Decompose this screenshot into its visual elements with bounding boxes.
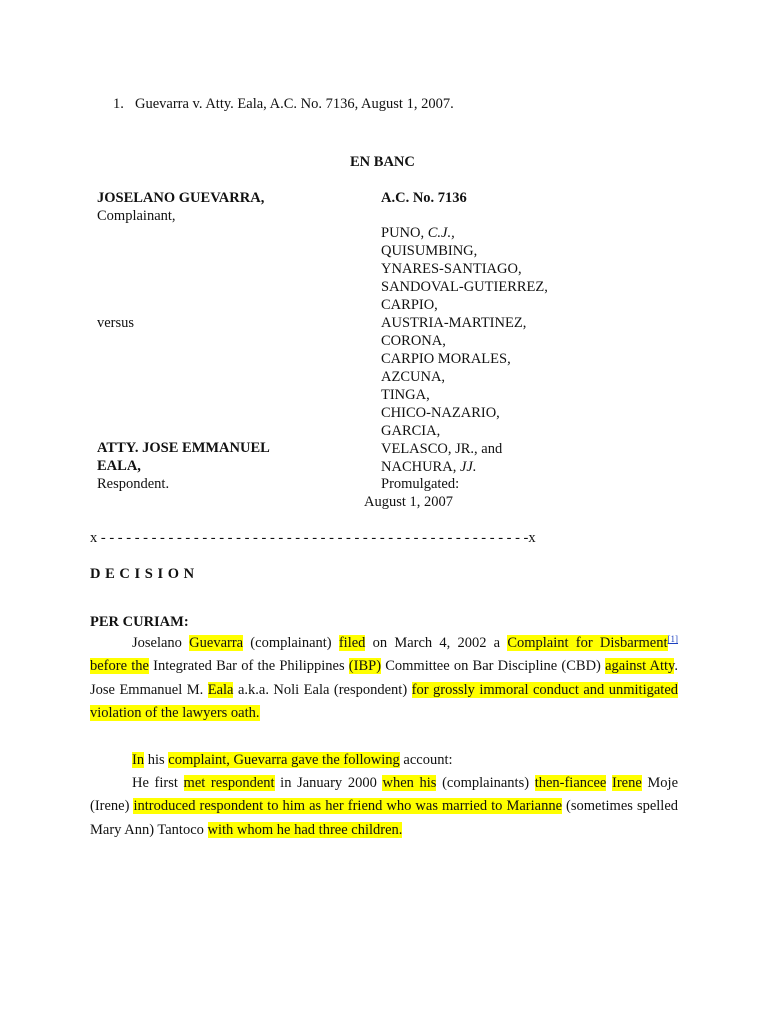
promulgated-label: Promulgated: bbox=[381, 476, 460, 492]
justice-line: YNARES-SANTIAGO, bbox=[381, 261, 522, 277]
justice-line: PUNO, C.J., bbox=[381, 225, 455, 241]
respondent-name-line1: ATTY. JOSE EMMANUEL bbox=[97, 440, 270, 456]
case-number: A.C. No. 7136 bbox=[381, 190, 467, 206]
citation-number: 1. bbox=[113, 96, 124, 112]
justice-line: VELASCO, JR., and bbox=[381, 441, 503, 457]
justice-line: CORONA, bbox=[381, 333, 446, 349]
paragraph-1: Joselano Guevarra (complainant) filed on March 4, 2002 a Complaint for Disbarment[1] before the Integrated Bar of the Philippines (IBP) Committee on Bar Discipline (CBD) against Atty. Jose Emmanuel M. Eala a.k.a. Noli Eala (respondent) for grossly immoral conduct and unmitigated violation of the lawyers oath. bbox=[90, 634, 679, 721]
justices-list bbox=[381, 224, 548, 476]
footnote-link[interactable]: [1] bbox=[667, 634, 679, 644]
justice-line: CHICO-NAZARIO, bbox=[381, 405, 500, 421]
justice-line: AZCUNA, bbox=[381, 369, 446, 385]
justice-line: NACHURA, JJ. bbox=[381, 459, 477, 475]
paragraph-2: In his complaint, Guevarra gave the following account: bbox=[132, 752, 453, 768]
paragraph-3: He first met respondent in January 2000 when his (complainants) then-fiancee Irene Moje (Irene) introduced respondent to him as her friend who was married to Marianne (sometimes spelled Mary Ann) Tantoco with whom he had three children. bbox=[90, 775, 679, 838]
justice-line: QUISUMBING, bbox=[381, 243, 478, 259]
justice-line: GARCIA, bbox=[381, 423, 441, 439]
justice-line: TINGA, bbox=[381, 387, 430, 403]
justice-line: AUSTRIA-MARTINEZ, bbox=[381, 315, 527, 331]
court-heading: EN BANC bbox=[350, 154, 415, 170]
decision-heading: D E C I S I O N bbox=[90, 566, 195, 582]
respondent-name-line2: EALA, bbox=[97, 458, 141, 474]
complainant-role: Complainant, bbox=[97, 208, 176, 224]
per-curiam-heading: PER CURIAM: bbox=[90, 614, 189, 630]
respondent-role: Respondent. bbox=[97, 476, 170, 492]
promulgated-date: August 1, 2007 bbox=[364, 494, 454, 510]
justice-line: SANDOVAL-GUTIERREZ, bbox=[381, 279, 548, 295]
citation-text: Guevarra v. Atty. Eala, A.C. No. 7136, August 1, 2007. bbox=[135, 96, 454, 112]
versus-label: versus bbox=[97, 315, 135, 331]
complainant-name: JOSELANO GUEVARRA, bbox=[97, 190, 265, 206]
divider-line: x - - - - - - - - - - - - - - - - - - - - - - - - - - - - - - - - - - - - - - - - - - - - - - - - - - -x bbox=[90, 530, 536, 546]
justice-line: CARPIO MORALES, bbox=[381, 351, 511, 367]
justice-line: CARPIO, bbox=[381, 297, 438, 313]
